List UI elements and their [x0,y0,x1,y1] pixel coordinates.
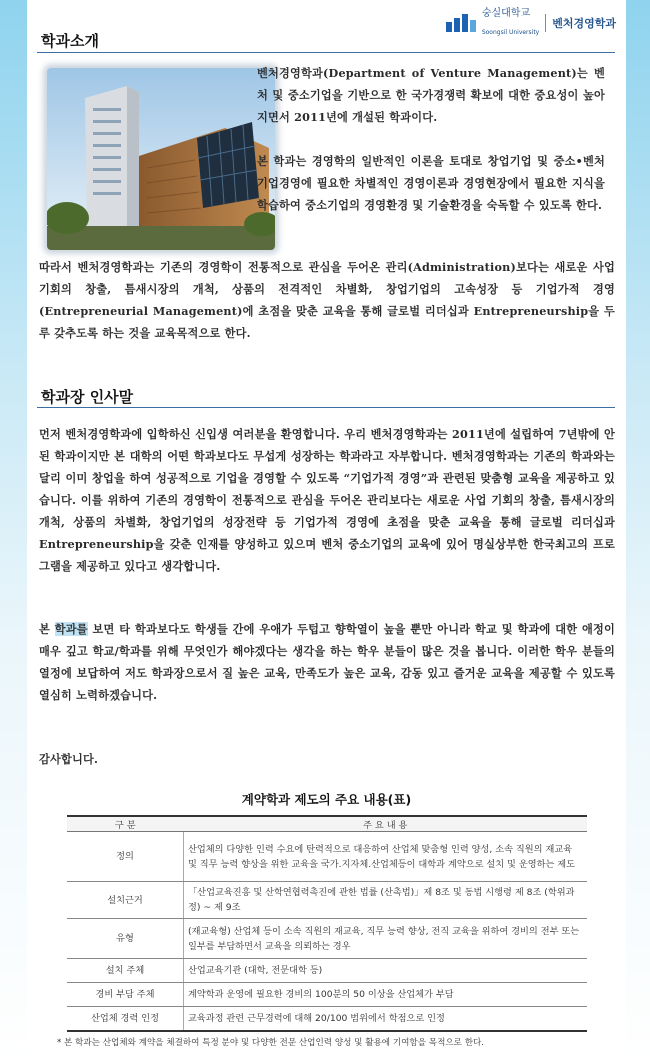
greeting-closing: 감사합니다. [39,752,99,766]
table-cell-value: 교육과정 관련 근무경력에 대해 20/100 범위에서 학점으로 인정 [184,1007,588,1031]
table-cell-value: 「산업교육진흥 및 산학연협력촉진에 관한 법률 (산촉법)」제 8조 및 동법 시행령 제 8조 (학위과정) ~ 제 9조 [184,882,588,919]
intro-paragraph-2: 본 학과는 경영학의 일반적인 이론을 토대로 창업기업 및 중소•벤처 기업경영에 필요한 차별적인 경영이론과 경영현장에서 필요한 지식을 학습하여 중소기업의 경영환경 및 기술환경을 숙독할 수 있도록 한다. [257,154,605,212]
logo-university-name-en: Soongsil University [481,29,540,36]
table-row [67,919,587,959]
table-cell-value: 산업체의 다양한 인력 수요에 탄력적으로 대응하여 산업체 맞춤형 인력 양성, 소속 직원의 재교육 및 직무 능력 향상을 위한 교육을 국가.지자체.산업체등이 대학과 계약으로 설치 및 운영하는 제도 [184,832,588,882]
table-cell-key: 유형 [67,919,184,959]
logo-university-name: 숭실대학교 Soongsil University [481,8,540,36]
table-title: 계약학과 제도의 주요 내용(표) [241,792,412,807]
table-row [67,832,587,882]
intro-paragraph-3: 따라서 벤처경영학과는 기존의 경영학이 전통적으로 관심을 두어온 관리(Administration)보다는 새로운 사업 기회의 창출, 틈새시장의 개척, 상품의 전격적인 차별화, 창업기업의 고속성장 등 기업가적 경영(Entrepreneurial Management)에 초점을 맞춘 교육을 통해 글로벌 리더십과 Entrepreneurship을 두루 갖추도록 하는 것을 교육목적으로 한다. [39,260,615,340]
intro-title-rule [37,52,615,53]
table-cell-value: 산업교육기관 (대학, 전문대학 등) [184,959,588,983]
table-cell-key: 설치 주체 [67,959,184,983]
table-row [67,959,587,983]
greeting-p2-rest: 보면 타 학과보다도 학생들 간에 우애가 두텁고 향학열이 높을 뿐만 아니라 학교 및 학과에 대한 애정이 매우 깊고 학교/학과를 위해 무엇인가 해야겠다는 생각을 하는 학우 분들이 많은 것을 봅니다. 이러한 학우 분들의 열정에 보답하여 저도 학과장으로서 질 높은 교육, 만족도가 높은 교육, 감동 있고 즐거운 교육을 제공할 수 있도록 열심히 노력하겠습니다. [39,622,616,702]
greeting-section-title: 학과장 인사말 [41,388,134,406]
table-cell-key: 경비 부담 주체 [67,983,184,1007]
table-cell-value: 계약학과 운영에 필요한 경비의 100분의 50 이상을 산업체가 부담 [184,983,588,1007]
logo-divider [545,14,546,32]
intro-paragraph-1: 벤처경영학과(Department of Venture Management)는 벤처 및 중소기업을 기반으로 한 국가경쟁력 확보에 대한 중요성이 높아지면서 2011년에 개설된 학과이다. [257,66,605,124]
table-header-content: 주 요 내 용 [184,816,588,832]
document-page [27,0,626,1062]
logo-department-name: 벤처경영학과 [552,17,616,30]
university-logo [446,8,616,38]
right-decorative-border [626,0,650,1062]
table-cell-key: 산업체 경력 인정 [67,1007,184,1031]
intro-section-title: 학과소개 [41,32,99,50]
building-image [47,68,275,250]
table-row [67,983,587,1007]
left-decorative-border [0,0,27,1062]
logo-mark-icon [446,14,476,32]
greeting-paragraph-2 [39,618,615,706]
department-building-photo [47,68,275,250]
table-header-row [67,816,587,832]
contract-department-table [67,815,587,1032]
greeting-p2-lead: 본 [39,622,55,636]
table-row [67,882,587,919]
table-header-category: 구 분 [67,816,184,832]
table-row [67,1007,587,1031]
table-footnote: * 본 학과는 산업체와 계약을 체결하여 특정 분야 및 다양한 전문 산업인력 양성 및 활용에 기여함을 목적으로 한다. [57,1038,485,1048]
greeting-paragraph-1: 먼저 벤처경영학과에 입학하신 신입생 여러분을 환영합니다. 우리 벤처경영학과는 2011년에 설립하여 7년밖에 안 된 학과이지만 본 대학의 어떤 학과보다도 무섭게 성장하는 학과라고 자부합니다. 벤처경영학과는 기존의 학과와는 달리 이미 창업을 하여 성공적으로 기업을 경영할 수 있도록 “기업가적 경영”과 관련된 맞춤형 교육을 제공하고 있습니다. 이를 위하여 기존의 경영학이 전통적으로 관심을 두어온 관리보다는 새로운 사업 기회의 창출, 틈새시장의 개척, 상품의 차별화, 창업기업의 성장전략 등 기업가적 경영에 초점을 맞춘 교육을 통해 글로벌 리더십과 Entrepreneurship을 갖춘 인재를 양성하고 있으며 벤처 중소기업의 교육에 있어 명실상부한 한국최고의 프로그램을 제공하고 있다고 생각합니다. [39,427,615,573]
table-cell-key: 설치근거 [67,882,184,919]
greeting-title-rule [37,407,615,408]
highlighted-word: 학과를 [54,622,88,636]
table-cell-key: 정의 [67,832,184,882]
table-cell-value: (재교육형) 산업체 등이 소속 직원의 재교육, 직무 능력 향상, 전직 교육을 위하여 경비의 전부 또는 일부를 부담하면서 교육을 의뢰하는 경우 [184,919,588,959]
